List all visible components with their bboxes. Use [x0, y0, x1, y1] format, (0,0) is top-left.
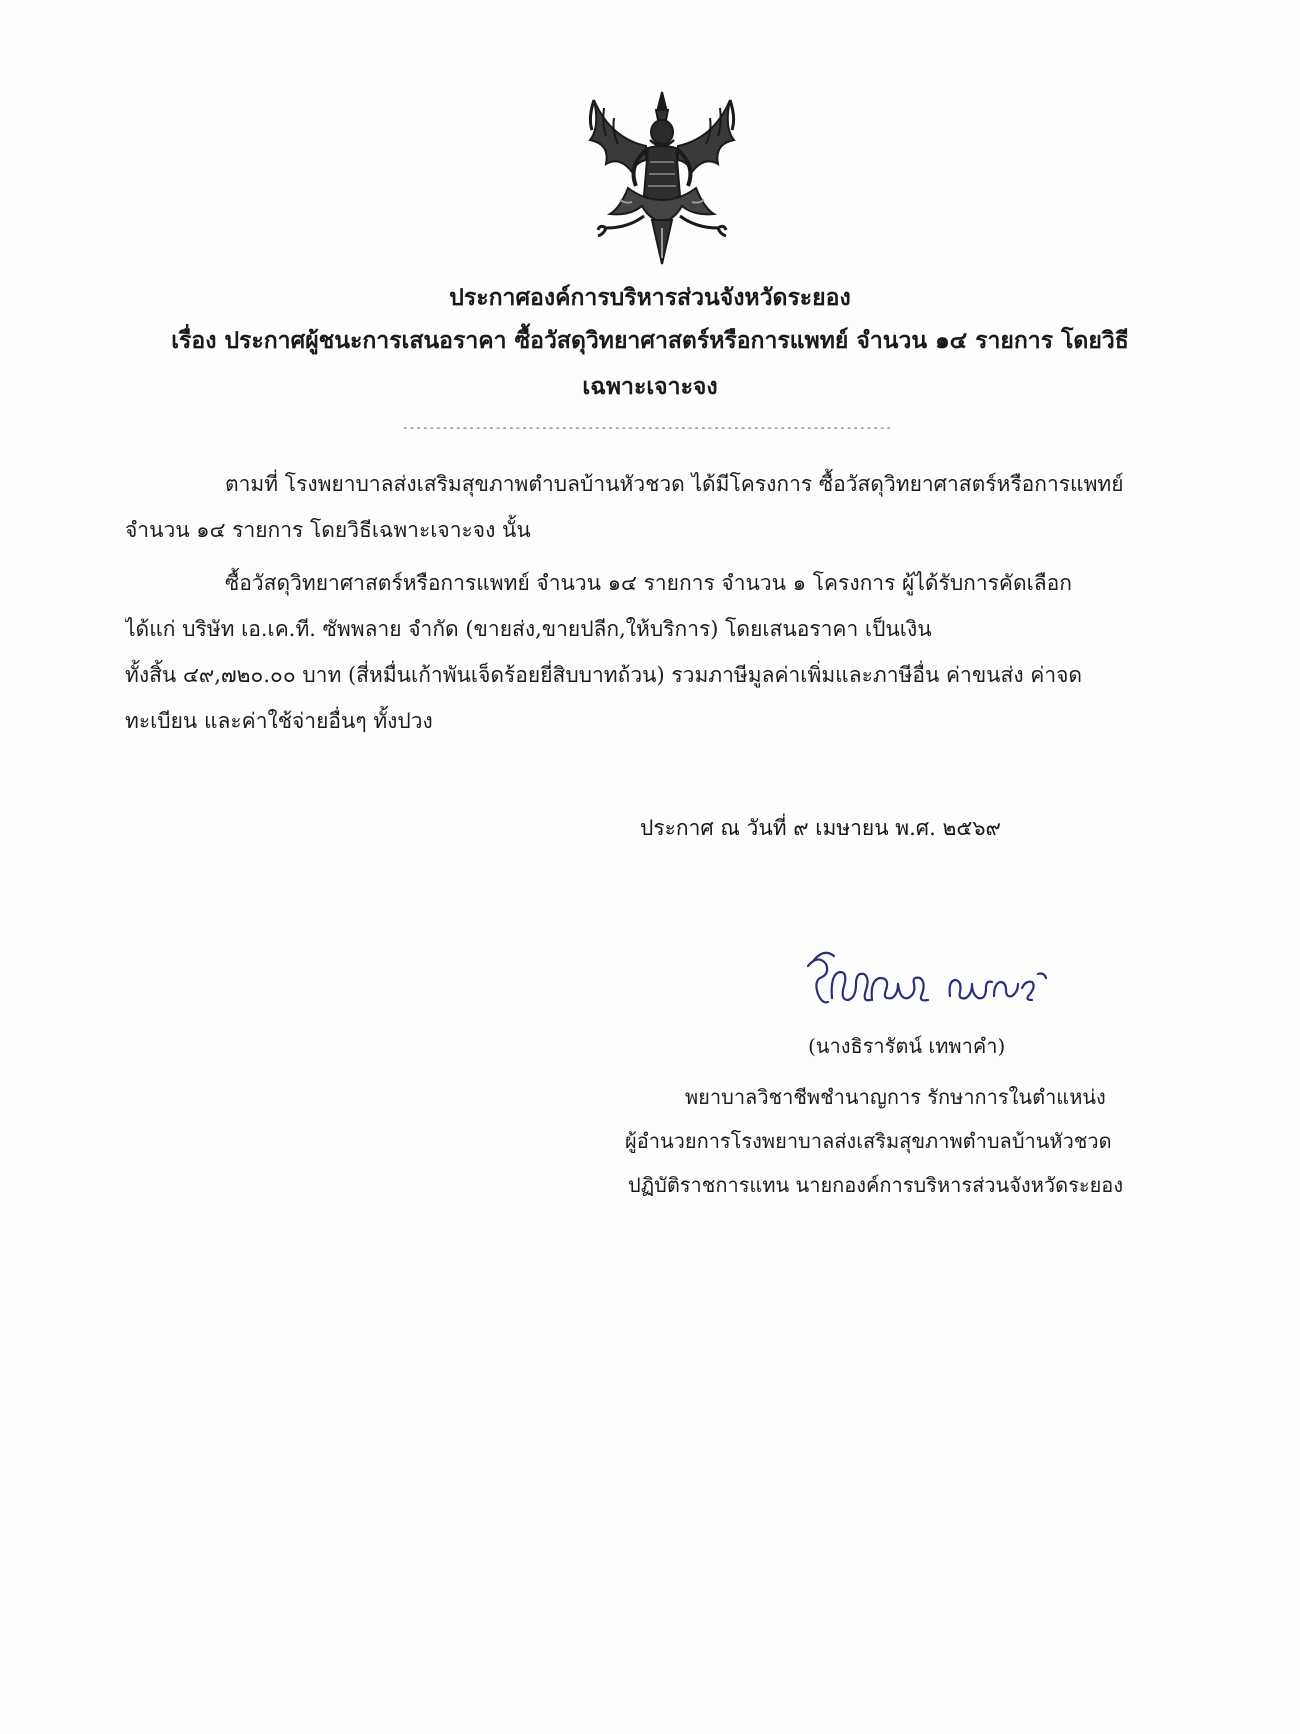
announcement-date: ประกาศ ณ วันที่ ๙ เมษายน พ.ศ. ๒๕๖๙	[640, 816, 1001, 840]
signer-name: (นางธิรารัตน์ เทพาคำ)	[808, 1034, 1006, 1058]
paragraph-line: ตามที่ โรงพยาบาลส่งเสริมสุขภาพตำบลบ้านหัวชวด ได้มีโครงการ ซื้อวัสดุวิทยาศาสตร์หรือการแพทย์	[225, 472, 1124, 496]
document-title: ประกาศองค์การบริหารส่วนจังหวัดระยอง	[449, 284, 851, 311]
paragraph-winner	[125, 560, 1195, 744]
paragraph-line: ซื้อวัสดุวิทยาศาสตร์หรือการแพทย์ จำนวน ๑๔ รายการ จำนวน ๑ โครงการ ผู้ได้รับการคัดเลือก	[225, 571, 1072, 595]
paragraph-line: ทั้งสิ้น ๔๙,๗๒๐.๐๐ บาท (สี่หมื่นเก้าพันเจ็ดร้อยยี่สิบบาทถ้วน) รวมภาษีมูลค่าเพิ่มและภาษีอื่น ค่าขนส่ง ค่าจด	[125, 663, 1083, 687]
signer-position: พยาบาลวิชาชีพชำนาญการ รักษาการในตำแหน่ง	[685, 1085, 1106, 1109]
document-subject: เรื่อง ประกาศผู้ชนะการเสนอราคา ซื้อวัสดุวิทยาศาสตร์หรือการแพทย์ จำนวน ๑๔ รายการ โดยวิธี	[171, 327, 1129, 354]
divider-line: --------------------------------------------------------------------------	[402, 421, 893, 434]
paragraph-background	[125, 461, 1195, 553]
signer-position: ผู้อำนวยการโรงพยาบาลส่งเสริมสุขภาพตำบลบ้านหัวชวด	[625, 1129, 1112, 1153]
signer-position: ปฏิบัติราชการแทน นายกองค์การบริหารส่วนจังหวัดระยอง	[628, 1173, 1124, 1197]
paragraph-line: ได้แก่ บริษัท เอ.เค.ที. ซัพพลาย จำกัด (ขายส่ง,ขายปลีก,ให้บริการ) โดยเสนอราคา เป็นเงิน	[125, 617, 932, 641]
garuda-emblem-icon	[580, 88, 745, 273]
document-subject-continued: เฉพาะเจาะจง	[582, 373, 718, 400]
paragraph-line: ทะเบียน และค่าใช้จ่ายอื่นๆ ทั้งปวง	[125, 709, 433, 733]
handwritten-signature	[800, 944, 1060, 1024]
paragraph-line: จำนวน ๑๔ รายการ โดยวิธีเฉพาะเจาะจง นั้น	[125, 518, 531, 542]
